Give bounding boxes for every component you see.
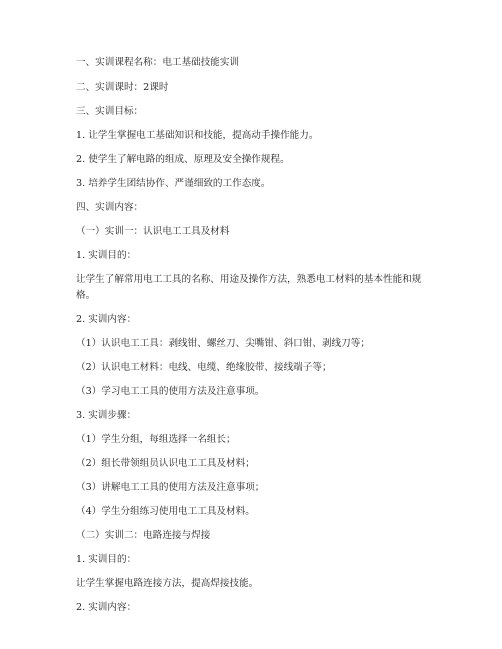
training-2-purpose-text: 让学生掌握电路连接方法，提高焊接技能。 [76,578,259,589]
training-2-heading: （二）实训二：电路连接与焊接 [76,530,211,541]
objective-item-3: 3. 培养学生团结协作、严谨细致的工作态度。 [76,178,271,189]
training-1-content-item-3: （3）学习电工工具的使用方法及注意事项。 [76,386,265,397]
training-1-heading: （一）实训一：认识电工工具及材料 [76,226,230,237]
objective-item-1: 1. 让学生掌握电工基础知识和技能，提高动手操作能力。 [76,130,319,141]
course-hours-line: 二、实训课时：2课时 [76,82,169,93]
training-2-content-heading: 2. 实训内容： [76,602,137,613]
training-1-content-heading: 2. 实训内容： [76,314,137,325]
training-1-content-item-2: （2）认识电工材料：电线、电缆、绝缘胶带、接线端子等； [76,362,332,373]
training-1-step-4: （4）学生分组练习使用电工工具及材料。 [76,506,255,517]
training-1-purpose-text: 让学生了解常用电工工具的名称、用途及操作方法，熟悉电工材料的基本性能和规格。 [76,274,422,301]
content-heading: 四、实训内容： [76,202,144,213]
training-1-steps-heading: 3. 实训步骤： [76,410,137,421]
objectives-heading: 三、实训目标： [76,106,144,117]
training-1-purpose-heading: 1. 实训目的： [76,250,137,261]
course-name-line: 一、实训课程名称：电工基础技能实训 [76,57,240,68]
objective-item-2: 2. 使学生了解电路的组成、原理及安全操作规程。 [76,154,290,165]
training-2-purpose-heading: 1. 实训目的： [76,554,137,565]
training-1-step-1: （1）学生分组，每组选择一名组长； [76,434,236,445]
training-1-step-3: （3）讲解电工工具的使用方法及注意事项； [76,482,265,493]
training-1-step-2: （2）组长带领组员认识电工工具及材料； [76,458,255,469]
training-1-content-item-1: （1）认识电工工具：剥线钳、螺丝刀、尖嘴钳、斜口钳、剥线刀等； [76,338,370,349]
